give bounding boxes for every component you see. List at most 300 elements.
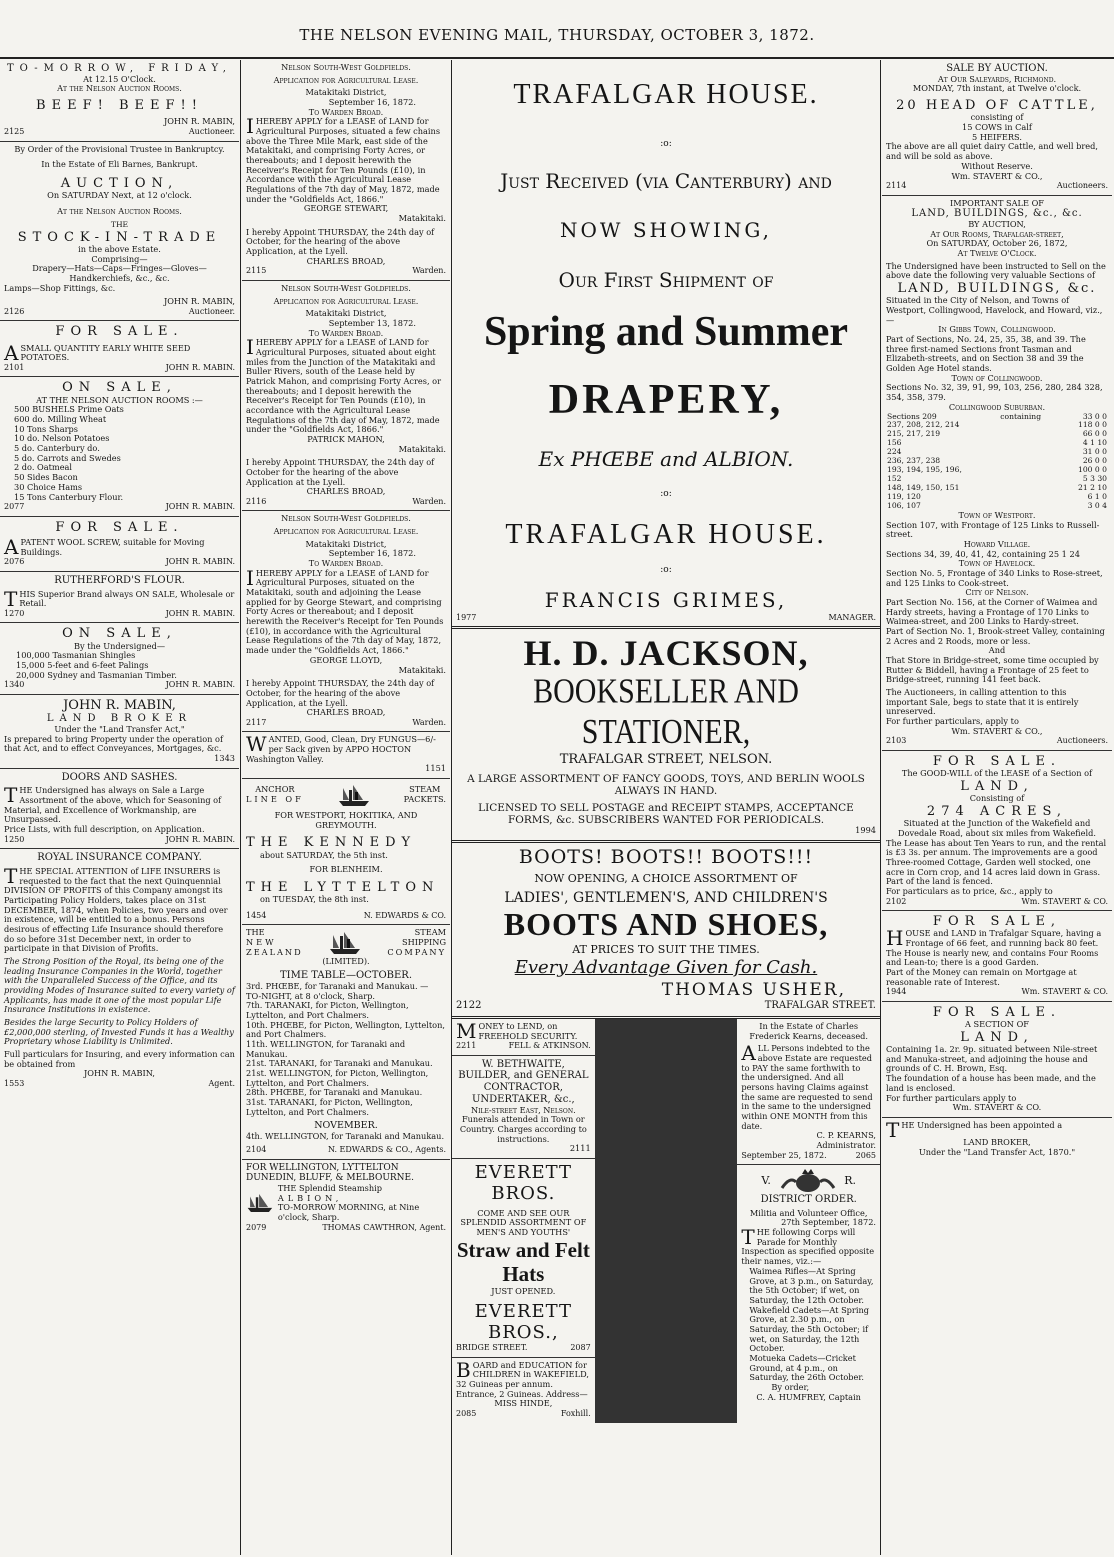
ad-warden: CHARLES BROAD, — [306, 255, 386, 266]
ad-sub: Howard Village. — [963, 539, 1031, 549]
ad-land-auction — [882, 196, 1112, 751]
ad-street: TRAFALGAR STREET, NELSON. — [559, 751, 773, 767]
ad-headline: LAND, — [960, 778, 1034, 794]
ad-number: 1250 — [4, 834, 25, 844]
timetable-row: 7th. TARANAKI, for Picton, Wellington, Lyttelton, and Port Chalmers. — [246, 1000, 409, 1020]
timetable-row: 28th. PHŒBE, for Taranaki and Manukau. — [246, 1087, 423, 1098]
ad-agent: THOMAS CAWTHRON, Agent. — [322, 1222, 446, 1232]
ad-name: EVERETT BROS. — [474, 1162, 572, 1205]
ad-headline: BEEF! BEEF!! — [36, 98, 203, 114]
column-2 — [242, 60, 450, 1555]
ad-under: Under the "Land Transfer Act," — [54, 723, 185, 734]
ad-text: For further particulars apply to — [886, 1092, 1017, 1103]
ad-number: 1994 — [855, 825, 876, 836]
timetable-row: 31st. TARANAKI, for Picton, Wellington, Lyttelton, and Port Chalmers. — [246, 1096, 413, 1117]
ad-to: To Warden Broad. — [308, 327, 384, 338]
column-4 — [882, 60, 1112, 1555]
table-cell: 100 0 0 — [1078, 465, 1107, 475]
table-cell — [999, 421, 1062, 430]
ad-date: 27th September, 1872. — [781, 1217, 877, 1228]
list-item: 15,000 5-feet and 6-feet Palings — [16, 659, 149, 670]
ad-line: Our First Shipment of — [558, 267, 774, 292]
ad-body: IHEREBY APPLY for a LEASE of LAND for Agricultural Purposes, situated about eight miles from the Junction of the Matakitaki and Buller Rivers, south of the Lease held by Patrick Mahon, and comprising Forty Acres, or thereabouts; and I deposit herewith the Receiver's Receipt for Ten Pounds (£10), in accordance with the Agricultural Lease Regulations of the 7th day of May, 1872, made under the "Goldfields Act, 1866." — [246, 335, 442, 435]
ad-section-sale — [882, 1002, 1112, 1118]
ad-trafalgar-house — [452, 60, 880, 629]
list-item: 50 Sides Bacon — [14, 472, 78, 483]
table-cell — [999, 475, 1062, 484]
ad-lease-lloyd — [242, 511, 450, 732]
ad-ship: THE KENNEDY — [246, 835, 417, 851]
ad-body: ASMALL QUANTITY EARLY WHITE SEED POTATOES. — [4, 340, 191, 365]
ad-cons: Consisting of — [969, 793, 1025, 804]
ad-nz-shipping — [242, 925, 450, 1159]
ad-body: W. BETHWAITE, BUILDER, and GENERAL CONTRACTOR, UNDERTAKER, &c., — [458, 1058, 589, 1105]
ad-order: By Order of the Provisional Trustee in Bankruptcy. — [14, 143, 225, 154]
ad-head: DISTRICT ORDER. — [760, 1194, 857, 1205]
timetable-row: 4th. WELLINGTON, for Taranaki and Manukau. — [246, 1130, 445, 1141]
ad-place: Matakitaki District, — [305, 87, 387, 98]
ad-estate2: in the above Estate. — [78, 243, 161, 254]
table-cell: 193, 194, 195, 196, — [887, 465, 962, 475]
ad-head: FOR SALE, — [932, 914, 1062, 930]
ad-comprising: Comprising— — [91, 253, 148, 264]
ad-number: 1454 — [246, 911, 267, 920]
ad-number: 2077 — [4, 502, 25, 512]
ad-sit: Situated in the City of Nelson, and Towns of Westport, Collingwood, Havelock, and Howard, viz.,— — [886, 295, 1103, 325]
ad-role: Warden. — [412, 717, 446, 727]
ad-headline: LAND, BUILDINGS, &c. — [897, 281, 1097, 297]
ad-number: 2065 — [855, 1150, 877, 1160]
ad-number: 2122 — [456, 1000, 482, 1012]
ad-body: IHEREBY APPLY for a LEASE of LAND for Agricultural Purposes, situated a few chains above the Three Mile Mark, east side of the Matakitaki, and comprising Forty Acres, or thereabouts; and I deposit herewith the Receiver's Receipt for Ten Pounds (£10), in Accordance with the Agricultural Lease Regulations of the 7th day of May, 1872, made under the "Goldfields Act, 1866." — [246, 114, 441, 204]
ad-sub: Town of Westport. — [958, 509, 1036, 520]
list-item: 20,000 Sydney and Tasmanian Timber. — [16, 669, 177, 680]
ad-place: Matakitaki District, — [305, 308, 387, 319]
ad-date: September 16, 1872. — [328, 548, 416, 559]
ad-headline: TRAFALGAR HOUSE. — [505, 518, 827, 550]
ad-word: STEAM — [414, 927, 446, 938]
ad-agent: JOHN R. MABIN, — [163, 296, 235, 307]
ad-headline: RUTHERFORD'S FLOUR. — [54, 574, 185, 586]
table-cell: 106, 107 — [887, 501, 921, 511]
ad-date: September 13, 1872. — [328, 317, 416, 328]
ad-agent: JOHN R. MABIN. — [165, 363, 235, 373]
ad-body: BOARD and EDUCATION for CHILDREN in WAKEFIELD, 32 Guineas per annum. Entrance, 2 Guineas. Address— — [456, 1357, 589, 1399]
ad-when: On SATURDAY Next, at 12 o'clock. — [47, 190, 192, 201]
ad-text: The foundation of a house has been made, and the land is enclosed. — [886, 1073, 1096, 1093]
ad-number: 2076 — [4, 557, 25, 567]
ad-agent: Wm. STAVERT & CO. — [1021, 896, 1108, 906]
ad-separator: :o: — [660, 564, 672, 575]
ad-body: THE Undersigned has always on Sale a Large Assortment of the above, which for Seasoning of Material, and Excellence of Workmanship, are Unsurpassed. — [4, 783, 222, 825]
ad-house-sale — [882, 911, 1112, 1002]
list-item: 500 BUSHELS Prime Oats — [14, 404, 124, 415]
steamship-icon — [246, 1190, 274, 1216]
ad-warden: CHARLES BROAD, — [306, 707, 386, 718]
ad-when: TO-MORROW MORNING, at Nine o'clock, Sharp. — [277, 1202, 420, 1222]
list-item: 10 do. Nelson Potatoes — [14, 433, 110, 444]
ad-body: The above are all quiet dairy Cattle, and well bred, and will be sold as above. — [886, 141, 1098, 162]
ad-to: To Warden Broad. — [308, 558, 384, 569]
ad-place: Matakitaki District, — [305, 538, 387, 549]
ad-number: 1151 — [425, 763, 446, 774]
ad-agent: JOHN R. MABIN. — [165, 608, 235, 618]
column-rule — [240, 60, 241, 1555]
ad-money — [452, 1019, 595, 1056]
ad-number: 1553 — [4, 1079, 25, 1089]
ad-ship-date: on TUESDAY, the 8th inst. — [260, 894, 369, 905]
ad-agent: JOHN R. MABIN. — [165, 834, 235, 844]
list-item: 30 Choice Hams — [14, 481, 83, 492]
ad-word: ZEALAND — [246, 946, 303, 957]
ad-lease: The Lease has about Ten Years to run, and the rental is £3 3s. per annum. The improvements are a good Three-roomed Cottage, Garden well stocked, one acre in Corn crop, and 14 acres laid down in Grass. Part of the land is fenced. — [886, 837, 1107, 887]
ad-items: Lamps—Shop Fittings, &c. — [4, 282, 116, 293]
ad-name: GEORGE LLOYD, — [309, 654, 383, 665]
ad-role: Warden. — [412, 496, 446, 506]
ad-wool-screw — [0, 517, 239, 572]
subcolumn-rule — [595, 1019, 738, 1423]
ad-seed-potatoes — [0, 321, 239, 377]
ad-number: 2126 — [4, 306, 25, 316]
ad-head: SALE BY AUCTION. — [946, 63, 1048, 74]
ad-sub: Town of Collingwood. — [951, 372, 1043, 383]
ad-timber — [0, 623, 239, 694]
list-item: 2 do. Oatmeal — [14, 462, 73, 473]
ad-agent: Wm. STAVERT & CO. — [1021, 987, 1108, 997]
ad-intro: The Undersigned have been instructed to Sell on the above date the following very valuable Sections of — [886, 260, 1106, 281]
ad-word: LINE OF — [246, 793, 304, 804]
ad-agent: JOHN R. MABIN. — [165, 557, 235, 567]
ad-when: TO-MORROW, FRIDAY, — [7, 63, 232, 74]
ad-number: 2117 — [246, 717, 267, 727]
ad-full: Full particulars for Insuring, and every information can be obtained from — [4, 1049, 235, 1069]
timetable-row: 3rd. PHŒBE, for Taranaki and Manukau. — TO-NIGHT, at 8 o'clock, Sharp. — [246, 980, 429, 1001]
ad-the: THE — [110, 219, 129, 229]
table-cell: 33 0 0 — [1082, 411, 1107, 421]
table-cell: 4 1 10 — [1082, 438, 1107, 448]
column-1 — [0, 60, 239, 1555]
ad-body: THE SPECIAL ATTENTION of LIFE INSURERS is requested to the fact that the next Quinquennial DIVISION OF PROFITS of this Company amongst its Participating Policy Holders, takes place on 31st DECEMBER, 1874, when Policies, two years and over in existence, will be entitled to a bonus. Persons desirous of effecting Life Insurance should therefore do so before 31st December next, in order to participate in that Division of Profits. — [4, 863, 228, 954]
ad-body: THE Undersigned has been appointed a — [886, 1117, 1063, 1142]
ad-number: 2102 — [886, 896, 907, 906]
table-cell — [999, 430, 1062, 439]
table-cell: 26 0 0 — [1082, 456, 1107, 466]
ad-ship: ALBION, — [277, 1192, 343, 1203]
list-item: 5 do. Carrots and Swedes — [14, 452, 121, 463]
ad-number: 2211 — [456, 1041, 477, 1051]
ad-on-sale-produce — [0, 377, 239, 516]
ad-role: MANAGER. — [828, 612, 876, 622]
table-cell: 224 — [887, 447, 902, 457]
ad-text: The House is nearly new, and contains Four Rooms and Lean-to; there is a good Garden. — [886, 947, 1099, 968]
ad-head: LAND, BUILDINGS, &c., &c. — [911, 208, 1083, 220]
table-cell: 148, 149, 150, 151 — [887, 483, 960, 493]
ad-lease-stewart — [242, 60, 450, 281]
ad-number: 2087 — [570, 1343, 591, 1353]
ad-head: IMPORTANT SALE OF — [950, 197, 1044, 208]
ad-estate: In the Estate of Eli Barnes, Bankrupt. — [41, 159, 198, 170]
ad-line: NOW SHOWING, — [560, 218, 772, 243]
ad-head: FOR SALE. — [932, 753, 1062, 769]
ad-agent: FELL & ATKINSON. — [508, 1041, 591, 1051]
ad-head: Nelson South-West Goldfields. — [281, 282, 411, 293]
ad-line: AT PRICES TO SUIT THE TIMES. — [572, 942, 760, 956]
ad-addr: Nile-street East, Nelson. — [470, 1104, 576, 1115]
ad-funerals: Funerals attended in Town or Country. Charges according to instructions. — [459, 1114, 587, 1144]
ad-headline: LAND, — [960, 1029, 1034, 1045]
ad-fungus — [242, 732, 450, 779]
ad-body: THE following Corps will Parade for Monthly Inspection as specified opposite their names, viz.:— — [741, 1225, 875, 1267]
ad-agent: N. EDWARDS & CO., Agents. — [327, 1145, 446, 1155]
ad-line: COME AND SEE OUR SPLENDID ASSORTMENT OF — [460, 1207, 587, 1228]
ad-by: By the Undersigned— — [73, 640, 166, 651]
ad-headline: AUCTION, — [60, 175, 179, 191]
ad-and: And — [988, 645, 1006, 656]
ad-sit: Situated at the Junction of the Wakefield and Dovedale Road, about six miles from Wakefield. — [898, 818, 1096, 838]
ad-item: Waimea Rifles—At Spring Grove, at 3 p.m., on Saturday, the 5th October; if wet, on Saturday, the 12th October. — [749, 1265, 874, 1305]
ad-sub: Town of Havelock. — [958, 558, 1036, 569]
ad-sub: City of Nelson. — [965, 587, 1029, 598]
ad-under: Under the "Land Transfer Act, 1870." — [918, 1146, 1076, 1157]
ad-hd-jackson — [452, 629, 880, 843]
ad-prices: Price Lists, with full description, on Application. — [4, 824, 205, 835]
table-cell: 152 — [887, 474, 902, 484]
ad-number: 2079 — [246, 1222, 267, 1232]
table-row — [886, 439, 1108, 448]
ad-app: Application for Agricultural Lease. — [273, 74, 419, 85]
masthead — [0, 0, 1114, 58]
ad-stock: STOCK-IN-TRADE — [17, 229, 222, 245]
ad-text: Sections 34, 39, 40, 41, 42, containing 25 1 24 — [886, 548, 1080, 559]
ad-role: Administrator. — [816, 1139, 877, 1150]
ad-place: AT THE NELSON AUCTION ROOMS :— — [36, 394, 203, 405]
ad-for: FOR BLENHEIM. — [309, 864, 383, 875]
subcolumn-left — [452, 1019, 595, 1423]
ad-hats: Straw and Felt Hats — [456, 1237, 590, 1287]
ad-by: BY AUCTION, — [968, 219, 1026, 230]
ad-agent: JOHN R. MABIN, — [83, 1068, 156, 1079]
ad-body: THIS Superior Brand always ON SALE, Wholesale or Retail. — [4, 586, 235, 611]
table-cell: 236, 237, 238 — [887, 456, 941, 466]
ad-number: 2125 — [4, 127, 25, 137]
table-cell: 5 3 30 — [1082, 474, 1107, 484]
ad-agent: JOHN R. MABIN. — [165, 502, 235, 512]
ad-number: 2116 — [246, 496, 267, 506]
ad-role: Auctioneers. — [1056, 736, 1108, 746]
table-row — [886, 466, 1108, 475]
ad-word: NEW — [246, 937, 277, 948]
ad-name: THOMAS USHER, — [661, 979, 846, 1000]
ad-agent: N. EDWARDS & CO. — [363, 911, 446, 920]
ad-body: HOUSE and LAND in Trafalgar Square, having a Frontage of 66 feet, and running back 80 feet. — [886, 926, 1102, 951]
ad-timetable-title: TIME TABLE—OCTOBER. — [279, 970, 413, 982]
ad-body: IHEREBY APPLY for a LEASE of LAND for Agricultural Purposes, situated on the Matakitaki, south and adjoining the Lease applied for by George Stewart, and comprising Forty Acres or thereabout; and I deposit herewith the Receiver's Receipt for Ten Pounds (£10), in accordance with the Agricultural Lease Regulations of the 7th day of May, 1872, made under the "Goldfields Act, 1866." — [246, 565, 444, 656]
subcolumn-right — [737, 1019, 880, 1423]
ad-ship-date: about SATURDAY, the 5th inst. — [260, 849, 388, 860]
ad-text: Section No. 5, Frontage of 340 Links to Rose-street, and 125 Links to Cook-street. — [886, 568, 1103, 588]
ad-by: By order, — [771, 1381, 810, 1392]
table-cell — [999, 466, 1062, 475]
ad-place: At the Nelson Auction Rooms. — [57, 83, 182, 94]
ad-ship: THE LYTTELTON — [246, 880, 440, 895]
ad-office: Militia and Volunteer Office, — [749, 1207, 868, 1218]
ad-loc: Matakitaki. — [398, 443, 446, 454]
royal-crest-icon — [778, 1168, 838, 1194]
ad-headline: FOR SALE. — [55, 324, 184, 340]
ad-body: The GOOD-WILL of the LEASE of a Section of — [901, 768, 1093, 779]
ad-headline: DOORS AND SASHES. — [61, 771, 178, 783]
ad-appoint: I hereby Appoint THURSDAY, the 24th day of October for the hearing of the above Application at the Lyell. — [246, 457, 435, 487]
ad-items: Drapery—Hats—Caps—Fringes—Gloves—Handkerchiefs, &c., &c. — [32, 263, 207, 283]
ad-number: 1944 — [886, 987, 907, 997]
ad-role: Agent. — [208, 1079, 235, 1089]
timetable-row: 21st. TARANAKI, for Taranaki and Manukau. — [246, 1058, 433, 1069]
table-cell — [999, 493, 1062, 502]
ad-spring-summer: Spring and Summer — [483, 309, 849, 356]
ad-appoint: I hereby Appoint THURSDAY, the 24th day of October, for the hearing of the above Application, at the Lyell. — [246, 226, 435, 257]
ad-cons: consisting of — [970, 112, 1024, 123]
ad-land-broker-notice — [882, 1118, 1112, 1161]
ad-number: 2115 — [246, 266, 267, 276]
ad-strong: The Strong Position of the Royal, its being one of the leading Insurance Companies in the World, together with the Unparalleled Success of the Office, and its providing Modes of Insurance suited to every variety of Applicants, has made it one of the most popular Life Insurance Institutions in existence. — [4, 956, 235, 1015]
ad-place: At Our Rooms, Trafalgar-street, — [930, 228, 1064, 239]
ad-name: H. D. JACKSON, — [523, 633, 809, 674]
ad-boots — [452, 843, 880, 1019]
table-cell: 237, 208, 212, 214 — [887, 420, 960, 430]
ad-date: September 25, 1872. — [741, 1150, 827, 1160]
ad-reserve: Without Reserve. — [961, 160, 1033, 171]
table-cell: 156 — [887, 438, 902, 448]
ad-headline: BOOTS! BOOTS!! BOOTS!!! — [518, 846, 814, 869]
ad-v: V. — [761, 1173, 771, 1187]
ad-body: APATENT WOOL SCREW, suitable for Moving Buildings. — [4, 534, 205, 559]
ad-warden: CHARLES BROAD, — [306, 486, 386, 497]
table-cell — [999, 484, 1062, 493]
ad-headline: FOR SALE. — [55, 519, 184, 535]
ad-secs: Sections No. 32, 39, 91, 99, 103, 256, 280, 284 328, 354, 358, 379. — [886, 382, 1103, 403]
ad-number: 2103 — [886, 736, 907, 746]
ad-loc: Matakitaki. — [398, 664, 446, 675]
ad-number: 2104 — [246, 1145, 267, 1155]
ad-body: ALL Persons indebted to the above Estate are requested to PAY the same forthwith to the undersigned. And all persons having Claims against the same are requested to send in the same to the undersigned within ONE MONTH from this date. — [741, 1041, 873, 1131]
ad-beef — [0, 60, 239, 142]
ad-name: JOHN R. MABIN, — [63, 697, 176, 713]
ad-number: 2085 — [456, 1409, 477, 1419]
column-3 — [452, 60, 880, 1555]
ad-street: BRIDGE STREET. — [456, 1343, 528, 1353]
table-cell: 3 0 4 — [1087, 501, 1107, 511]
ad-time: At 12.15 O'Clock. — [83, 73, 156, 84]
ad-street: TRAFALGAR STREET. — [764, 1000, 876, 1012]
ad-word: COMPANY — [387, 946, 446, 957]
table-cell: 31 0 0 — [1082, 447, 1107, 457]
ad-november: NOVEMBER. — [314, 1120, 378, 1132]
table-cell: 119, 120 — [887, 492, 921, 502]
ad-head: In the Estate of Charles Frederick Kearns, deceased. — [749, 1020, 869, 1041]
ad-number: 1270 — [4, 608, 25, 618]
ad-word: ANCHOR — [255, 784, 295, 795]
table-cell: 6 1 0 — [1087, 492, 1107, 502]
ad-name: C. A. HUMFREY, Captain — [756, 1391, 861, 1402]
ad-line: MEN'S AND YOUTHS' — [476, 1226, 571, 1237]
ad-name: EVERETT BROS., — [474, 1300, 572, 1344]
table-cell: 66 0 0 — [1082, 429, 1107, 439]
ad-place: At Our Saleyards, Richmond. — [937, 73, 1057, 84]
ad-royal-insurance — [0, 849, 239, 1092]
ad-line: LICENSED TO SELL POSTAGE and RECEIPT STAMPS, ACCEPTANCE FORMS, &c. SUBSCRIBERS WANTED FOR PERIODICALS. — [478, 801, 854, 827]
masthead-title: THE NELSON EVENING MAIL, THURSDAY, OCTOBER 3, 1872. — [299, 26, 815, 44]
ad-title: LAND BROKER — [46, 713, 193, 725]
ad-agent: JOHN R. MABIN, — [163, 116, 235, 127]
ad-name: PATRICK MAHON, — [307, 433, 385, 444]
table-cell — [999, 448, 1062, 457]
ad-when: On SATURDAY, October 26, 1872, — [926, 238, 1068, 249]
ad-kearns-estate — [737, 1019, 880, 1165]
ad-app: Application for Agricultural Lease. — [273, 526, 419, 537]
timetable-row: 21st. WELLINGTON, for Picton, Wellington, Lyttelton, and Port Chalmers. — [246, 1067, 429, 1088]
ad-bankruptcy-auction — [0, 142, 239, 322]
ad-app: Application for Agricultural Lease. — [273, 295, 419, 306]
ad-number: 1343 — [214, 752, 235, 763]
ad-ltd: (LIMITED). — [322, 956, 370, 967]
ad-separator: :o: — [660, 489, 672, 500]
sections-table — [886, 413, 1108, 511]
ad-agent: Wm. STAVERT & CO. — [952, 1102, 1042, 1113]
ad-role: Auctioneer. — [188, 306, 235, 316]
table-cell: 118 0 0 — [1078, 420, 1107, 430]
ad-to: To Warden Broad. — [308, 106, 384, 117]
ad-part: Part of Sections, No. 24, 25, 35, 38, and 39. The three first-named Sections front Tasman and Elizabeth-streets, and on Section 38 and 39 the Golden Age Hotel stands. — [886, 334, 1086, 374]
ad-word: STEAM — [409, 784, 441, 795]
ad-headline: ROYAL INSURANCE COMPANY. — [37, 852, 202, 864]
ad-item: 5 HEIFERS. — [972, 131, 1022, 142]
ad-head: Nelson South-West Goldfields. — [281, 62, 411, 72]
ad-text: That Store in Bridge-street, some time occupied by Rutter & Biddell, having a Frontage of 25 feet to Bridge-street, running 141 feet back. — [886, 655, 1099, 685]
ad-role: Auctioneer. — [188, 127, 235, 137]
ad-place: At the Nelson Auction Rooms. — [57, 205, 182, 216]
ad-besides: Besides the large Security to Policy Holders of £2,000,000 sterling, of Invested Funds it has a Wealthy Proprietary whose Liability is Unlimited. — [4, 1017, 234, 1047]
list-item: 15 Tons Canterbury Flour. — [14, 491, 124, 502]
ad-text: Part of Section No. 1, Brook-street Valley, containing 2 Acres and 2 Roods, more or less. — [886, 626, 1105, 646]
ad-line: NOW OPENING, A CHOICE ASSORTMENT OF — [534, 871, 798, 885]
ad-lease-mahon — [242, 281, 450, 512]
ad-item: Wakefield Cadets—At Spring Grove, at 2.30 p.m., on Saturday, the 5th October; if wet, on Saturday, the 12th October. — [749, 1304, 869, 1354]
timetable-row: 10th. PHŒBE, for Picton, Wellington, Lyttelton, and Port Chalmers. — [246, 1019, 445, 1040]
ad-board — [452, 1358, 595, 1423]
ad-item: Motueka Cadets—Cricket Ground, at 4 p.m., on Saturday, the 26th October. — [749, 1352, 864, 1383]
ad-r: R. — [844, 1173, 856, 1187]
table-cell — [999, 457, 1062, 466]
ad-loc: Matakitaki. — [398, 213, 446, 224]
ad-text: For further particulars, apply to — [886, 716, 1019, 727]
ad-body: THE Splendid Steamship — [277, 1182, 383, 1193]
table-cell: containing — [1000, 411, 1042, 421]
ad-number: 1340 — [4, 680, 25, 690]
table-cell: Sections 209 — [887, 411, 937, 421]
ad-number: 2101 — [4, 363, 25, 373]
two-column-block — [452, 1019, 880, 1423]
ad-head: FOR WELLINGTON, LYTTELTON DUNEDIN, BLUFF, & MELBOURNE. — [246, 1162, 414, 1184]
ad-line: JUST OPENED. — [491, 1286, 556, 1297]
ad-headline: 20 HEAD OF CATTLE, — [896, 98, 1098, 114]
ad-bethwaite — [452, 1056, 595, 1160]
ad-name: MISS HINDE, — [494, 1398, 553, 1409]
list-item: 10 Tons Sharps — [14, 423, 78, 434]
ad-trade: BOOKSELLER AND STATIONER, — [533, 672, 799, 752]
ad-albion — [242, 1160, 450, 1236]
ad-boots-shoes: BOOTS AND SHOES, — [503, 906, 829, 943]
ad-sec: A SECTION OF — [965, 1019, 1029, 1030]
